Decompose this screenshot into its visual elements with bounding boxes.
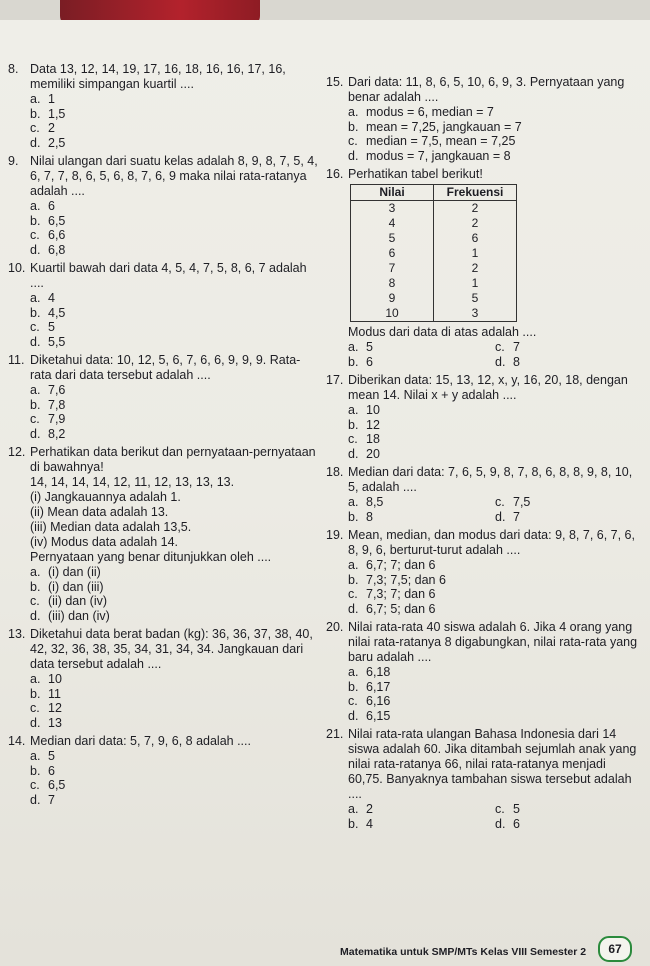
question	[8, 445, 320, 623]
table-cell: 4	[351, 216, 434, 231]
option-text: 7,9	[48, 412, 66, 426]
option-letter: c.	[348, 432, 358, 446]
table-cell: 3	[434, 306, 517, 322]
question-number: 10.	[8, 261, 26, 275]
table-row	[351, 201, 517, 217]
option-letter: a.	[30, 383, 41, 397]
option-text: 5	[513, 802, 520, 816]
question-head	[326, 620, 642, 665]
option-text: 6,15	[366, 708, 391, 723]
table-header: Frekuensi	[434, 185, 517, 201]
answer-option	[30, 778, 320, 793]
option-text: 6,16	[366, 694, 391, 708]
option-text: modus = 7, jangkauan = 8	[366, 148, 511, 163]
question-head	[8, 261, 320, 291]
answer-options	[8, 672, 320, 730]
answer-option	[30, 136, 320, 151]
option-text: 8	[366, 509, 373, 524]
question-text: Mean, median, dan modus dari data: 9, 8, 7, 6, 7, 6, 8, 9, 6, berturut-turut adalah ....	[348, 528, 635, 557]
option-text: 5	[48, 320, 55, 334]
option-text: 6	[48, 199, 55, 213]
left-column	[8, 62, 320, 811]
option-letter: d.	[30, 715, 41, 730]
option-text: 2	[366, 802, 373, 816]
table-cell: 5	[434, 291, 517, 306]
answer-option	[348, 134, 642, 149]
question-text: Median dari data: 7, 6, 5, 9, 8, 7, 8, 6, 8, 8, 9, 8, 10, 5, adalah ....	[348, 465, 633, 494]
option-letter: c.	[30, 778, 40, 792]
table-row	[351, 276, 517, 291]
option-text: 8,2	[48, 426, 66, 441]
question-head	[8, 627, 320, 672]
question	[326, 620, 642, 723]
statement-list	[8, 490, 320, 550]
option-letter: a.	[348, 105, 359, 119]
option-letter: b.	[30, 397, 41, 412]
question-text: Data 13, 12, 14, 19, 17, 16, 18, 16, 16, 17, 16, memiliki simpangan kuartil ....	[30, 62, 286, 91]
answer-options	[326, 802, 642, 831]
question-text: Diketahui data berat badan (kg): 36, 36, 37, 38, 40, 42, 32, 36, 38, 35, 34, 31, 34, 34. Jangkauan dari data tersebut adalah ....	[30, 627, 313, 671]
question-head	[326, 167, 642, 182]
option-letter: c.	[30, 412, 40, 426]
answer-option	[348, 495, 495, 510]
option-text: 10	[48, 672, 62, 686]
table-row	[351, 306, 517, 322]
answer-option	[348, 680, 642, 695]
option-letter: b.	[348, 119, 359, 134]
answer-option	[348, 817, 495, 832]
option-letter: a.	[30, 199, 41, 213]
option-text: 7	[513, 340, 520, 354]
option-letter: c.	[30, 701, 40, 715]
question	[8, 261, 320, 349]
option-letter: b.	[348, 509, 359, 524]
question-number: 12.	[8, 445, 26, 459]
answer-option	[348, 665, 642, 680]
answer-options	[8, 199, 320, 257]
question	[8, 154, 320, 257]
answer-option	[30, 427, 320, 442]
option-text: median = 7,5, mean = 7,25	[366, 134, 516, 148]
question-prompt: Pernyataan yang benar ditunjukkan oleh ....	[30, 550, 272, 564]
option-text: 6	[366, 354, 373, 369]
option-letter: b.	[30, 686, 41, 701]
option-letter: c.	[30, 228, 40, 242]
option-text: 6	[513, 816, 520, 831]
question-text: Median dari data: 5, 7, 9, 6, 8 adalah ....	[30, 734, 251, 748]
statement: (i) Jangkauannya adalah 1.	[30, 490, 181, 504]
option-letter: d.	[495, 816, 506, 831]
table-cell: 8	[351, 276, 434, 291]
option-text: 7,8	[48, 397, 66, 412]
option-letter: a.	[348, 403, 359, 417]
option-letter: d.	[30, 792, 41, 807]
option-letter: c.	[495, 340, 505, 354]
table-cell: 1	[434, 276, 517, 291]
option-text: 7	[513, 509, 520, 524]
answer-option	[30, 793, 320, 808]
option-letter: b.	[348, 572, 359, 587]
option-text: 8	[513, 354, 520, 369]
option-text: 6	[48, 763, 55, 778]
option-text: 1,5	[48, 106, 66, 121]
question-number: 13.	[8, 627, 26, 641]
option-text: 11	[48, 686, 61, 701]
question	[8, 353, 320, 441]
option-text: (i) dan (ii)	[48, 565, 101, 579]
question-head	[8, 734, 320, 749]
option-text: 2,5	[48, 135, 66, 150]
answer-options	[326, 558, 642, 616]
answer-option	[30, 243, 320, 258]
question-head	[8, 445, 320, 475]
question-text: Nilai ulangan dari suatu kelas adalah 8, 9, 8, 7, 5, 4, 6, 7, 7, 8, 6, 5, 6, 8, 7, 6, 9 maka nilai rata-ratanya adalah ....	[30, 154, 318, 198]
answer-option	[348, 105, 642, 120]
table-row	[351, 216, 517, 231]
answer-option	[30, 672, 320, 687]
option-text: modus = 6, median = 7	[366, 105, 494, 119]
answer-options	[8, 383, 320, 441]
answer-option	[30, 92, 320, 107]
question-text: Dari data: 11, 8, 6, 5, 10, 6, 9, 3. Pernyataan yang benar adalah ....	[348, 75, 625, 104]
option-text: (i) dan (iii)	[48, 579, 104, 594]
answer-option	[30, 107, 320, 122]
option-text: 5	[366, 340, 373, 354]
option-letter: a.	[348, 340, 359, 354]
option-text: 7,3; 7; dan 6	[366, 587, 436, 601]
option-letter: b.	[30, 579, 41, 594]
answer-option	[30, 609, 320, 624]
option-letter: c.	[30, 121, 40, 135]
option-text: 12	[48, 701, 62, 715]
option-text: 18	[366, 432, 380, 446]
question-text: Diketahui data: 10, 12, 5, 6, 7, 6, 6, 9, 9, 9. Rata-rata dari data tersebut adalah ....	[30, 353, 301, 382]
answer-option	[348, 355, 495, 370]
question	[326, 167, 642, 369]
option-letter: b.	[348, 354, 359, 369]
answer-option	[495, 802, 642, 817]
answer-option	[30, 383, 320, 398]
question-head	[326, 727, 642, 802]
table-cell: 3	[351, 201, 434, 217]
option-letter: a.	[348, 495, 359, 509]
table-row	[351, 231, 517, 246]
option-letter: d.	[348, 446, 359, 461]
table-cell: 5	[351, 231, 434, 246]
answer-option	[30, 228, 320, 243]
answer-options	[8, 565, 320, 623]
option-text: 6,8	[48, 242, 66, 257]
option-text: (iii) dan (iv)	[48, 608, 110, 623]
table-cell: 9	[351, 291, 434, 306]
question	[8, 734, 320, 807]
answer-option	[30, 335, 320, 350]
option-text: 7,5	[513, 495, 531, 509]
answer-option	[495, 495, 642, 510]
question-number: 17.	[326, 373, 344, 387]
question-number: 19.	[326, 528, 344, 542]
option-text: 6,6	[48, 228, 66, 242]
table-header: Nilai	[351, 185, 434, 201]
option-text: 6,7; 5; dan 6	[366, 601, 436, 616]
question-head	[326, 528, 642, 558]
option-letter: d.	[30, 242, 41, 257]
option-letter: c.	[30, 594, 40, 608]
option-letter: a.	[30, 749, 41, 763]
option-text: 1	[48, 92, 55, 106]
table-row	[351, 261, 517, 276]
option-letter: b.	[30, 213, 41, 228]
answer-option	[348, 573, 642, 588]
answer-options	[8, 92, 320, 150]
table-cell: 10	[351, 306, 434, 322]
table-cell: 2	[434, 201, 517, 217]
option-letter: c.	[495, 802, 505, 816]
option-letter: a.	[30, 672, 41, 686]
answer-option	[348, 418, 642, 433]
right-column	[326, 75, 642, 835]
question-head	[8, 154, 320, 199]
option-text: 8,5	[366, 495, 384, 509]
question	[326, 528, 642, 616]
statement: (ii) Mean data adalah 13.	[30, 505, 169, 519]
option-text: 6,5	[48, 778, 66, 792]
option-letter: a.	[348, 665, 359, 679]
answer-option	[348, 447, 642, 462]
option-text: 5,5	[48, 334, 66, 349]
option-text: 12	[366, 417, 380, 432]
option-letter: d.	[348, 601, 359, 616]
book-footer: Matematika untuk SMP/MTs Kelas VIII Semester 2	[340, 946, 587, 958]
answer-option	[30, 306, 320, 321]
table-cell: 6	[351, 246, 434, 261]
question-data: 14, 14, 14, 14, 12, 11, 12, 13, 13, 13.	[30, 475, 235, 489]
option-letter: d.	[30, 426, 41, 441]
frequency-table-wrap	[326, 184, 642, 322]
answer-option	[348, 340, 495, 355]
option-letter: d.	[348, 148, 359, 163]
answer-option	[30, 291, 320, 306]
table-cell: 1	[434, 246, 517, 261]
question-text: Nilai rata-rata 40 siswa adalah 6. Jika 4 orang yang nilai rata-ratanya 8 digabungkan, nilai rata-rata yang baru adalah ....	[348, 620, 638, 664]
answer-options	[326, 403, 642, 461]
question-head	[8, 353, 320, 383]
table-cell: 2	[434, 261, 517, 276]
answer-option	[348, 802, 495, 817]
table-cell: 6	[434, 231, 517, 246]
option-text: 4	[366, 816, 373, 831]
question-text: Kuartil bawah dari data 4, 5, 4, 7, 5, 8, 6, 7 adalah ....	[30, 261, 307, 290]
option-letter: d.	[30, 334, 41, 349]
question-text: Perhatikan data berikut dan pernyataan-pernyataan di bawahnya!	[30, 445, 316, 474]
question	[326, 373, 642, 461]
answer-option	[30, 580, 320, 595]
table-cell: 7	[351, 261, 434, 276]
option-text: 5	[48, 749, 55, 763]
question-prompt: Modus dari data di atas adalah ....	[348, 325, 537, 339]
option-letter: c.	[348, 587, 358, 601]
answer-option	[30, 749, 320, 764]
answer-option	[348, 709, 642, 724]
option-letter: c.	[30, 320, 40, 334]
answer-options	[326, 340, 642, 369]
answer-option	[30, 687, 320, 702]
option-letter: d.	[30, 608, 41, 623]
answer-options	[8, 291, 320, 349]
question	[8, 627, 320, 730]
answer-option	[348, 510, 495, 525]
option-letter: b.	[348, 679, 359, 694]
option-text: 20	[366, 446, 380, 461]
answer-option	[348, 558, 642, 573]
question-head	[8, 62, 320, 92]
question-number: 20.	[326, 620, 344, 634]
question-head	[326, 373, 642, 403]
answer-option	[30, 594, 320, 609]
option-text: 7,3; 7,5; dan 6	[366, 572, 446, 587]
option-letter: b.	[348, 417, 359, 432]
option-letter: b.	[348, 816, 359, 831]
option-letter: d.	[495, 354, 506, 369]
answer-option	[348, 694, 642, 709]
answer-options	[326, 665, 642, 723]
table-row	[351, 291, 517, 306]
page-number: 67	[598, 936, 632, 962]
question	[326, 727, 642, 831]
question-number: 9.	[8, 154, 19, 168]
option-text: 6,17	[366, 679, 391, 694]
option-letter: c.	[348, 694, 358, 708]
question-number: 8.	[8, 62, 19, 76]
option-letter: b.	[30, 763, 41, 778]
answer-option	[30, 398, 320, 413]
answer-option	[495, 355, 642, 370]
option-letter: a.	[30, 92, 41, 106]
option-letter: c.	[495, 495, 505, 509]
option-text: 4	[48, 291, 55, 305]
table-cell: 2	[434, 216, 517, 231]
answer-option	[348, 403, 642, 418]
option-text: 7	[48, 792, 55, 807]
answer-options	[326, 495, 642, 524]
option-text: 2	[48, 121, 55, 135]
answer-options	[326, 105, 642, 163]
option-text: 13	[48, 715, 62, 730]
question-number: 21.	[326, 727, 344, 741]
question-text: Diberikan data: 15, 13, 12, x, y, 16, 20, 18, dengan mean 14. Nilai x + y adalah ....	[348, 373, 628, 402]
option-letter: a.	[348, 558, 359, 572]
answer-option	[348, 602, 642, 617]
answer-option	[30, 412, 320, 427]
answer-option	[495, 340, 642, 355]
question-number: 15.	[326, 75, 344, 89]
answer-option	[30, 701, 320, 716]
statement: (iv) Modus data adalah 14.	[30, 535, 179, 549]
answer-option	[30, 565, 320, 580]
question-head	[326, 465, 642, 495]
frequency-table	[350, 184, 517, 322]
option-letter: c.	[348, 134, 358, 148]
answer-options	[8, 749, 320, 807]
answer-option	[30, 764, 320, 779]
option-text: 6,5	[48, 213, 66, 228]
option-text: 10	[366, 403, 380, 417]
question-text: Perhatikan tabel berikut!	[348, 167, 483, 181]
option-letter: b.	[30, 305, 41, 320]
option-letter: a.	[30, 291, 41, 305]
question-head	[326, 75, 642, 105]
answer-option	[30, 716, 320, 731]
answer-option	[495, 817, 642, 832]
answer-option	[348, 120, 642, 135]
option-text: 4,5	[48, 305, 66, 320]
statement: (iii) Median data adalah 13,5.	[30, 520, 192, 534]
answer-option	[30, 320, 320, 335]
answer-option	[348, 432, 642, 447]
question-number: 14.	[8, 734, 26, 748]
option-text: 6,18	[366, 665, 391, 679]
question-number: 11.	[8, 353, 25, 367]
option-letter: b.	[30, 106, 41, 121]
table-header-row	[351, 185, 517, 201]
option-text: mean = 7,25, jangkauan = 7	[366, 119, 522, 134]
question	[8, 62, 320, 150]
answer-option	[348, 149, 642, 164]
answer-option	[348, 587, 642, 602]
question	[326, 465, 642, 524]
option-letter: d.	[348, 708, 359, 723]
table-row	[351, 246, 517, 261]
question-text: Nilai rata-rata ulangan Bahasa Indonesia dari 14 siswa adalah 60. Jika ditambah sejumlah anak yang nilai rata-ratanya 66, nilai rata-ratanya menjadi 60,75. Banyaknya tambahan siswa tersebut adalah ....	[348, 727, 637, 801]
answer-option	[30, 199, 320, 214]
option-letter: d.	[495, 509, 506, 524]
option-letter: d.	[30, 135, 41, 150]
option-letter: a.	[348, 802, 359, 816]
option-text: 7,6	[48, 383, 66, 397]
question-number: 16.	[326, 167, 344, 181]
question	[326, 75, 642, 163]
answer-option	[495, 510, 642, 525]
answer-option	[30, 121, 320, 136]
option-text: 6,7; 7; dan 6	[366, 558, 436, 572]
answer-option	[30, 214, 320, 229]
option-letter: a.	[30, 565, 41, 579]
question-number: 18.	[326, 465, 344, 479]
option-text: (ii) dan (iv)	[48, 594, 108, 608]
